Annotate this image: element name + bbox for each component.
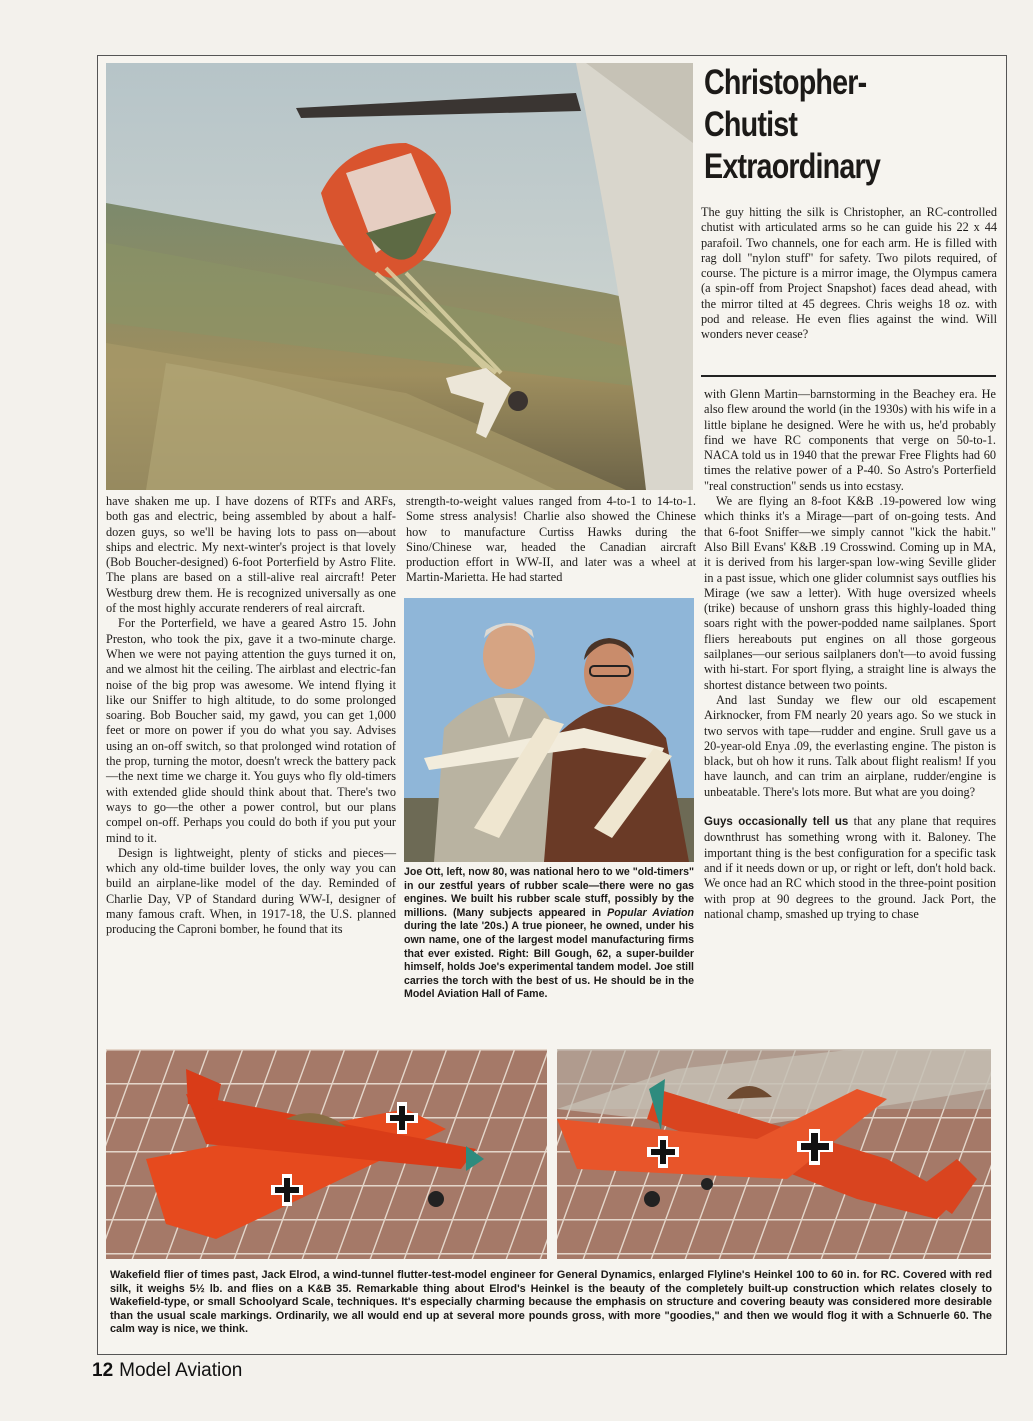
parachutist-photo [106, 63, 693, 490]
caption-text: during the late '20s.) A true pioneer, he owned, under his own name, one of the largest model manufacturing firms that ever existed. Right: Bill Gough, 62, a super-builder himself, holds Joe's experimental tandem model. Joe still carries the torch with the best of us. He should be in the Model Aviation Hall of Fame. [404, 920, 694, 1001]
bottom-photo-caption: Wakefield flier of times past, Jack Elrod, a wind-tunnel flutter-test-model engineer for General Dynamics, enlarged Flyline's Heinkel 100 to 60 in. for RC. Covered with red silk, it weighs 5½ lb. and flies on a K&B 35. Remarkable thing about Elrod's Heinkel is the beauty of the completely built-up construction which relates closely to Wakefield-type, or small Schoolyard Scale, techniques. It's especially charming because the emphasis on structure and covering beauty was considered more desirable than the usual scale markings. Ordinarily, we all would end up at several more pounds gross, with more "goodies," and then we would flog it with a Schnuerle 60. The calm way is nice, we think. [110, 1269, 992, 1336]
paragraph: strength-to-weight values ranged from 4-to-1 to 14-to-1. Some stress analysis! Charlie also showed the Chinese how to manufacture Curtiss Hawks during the Sino/Chinese war, headed the Canadian aircraft production effort in WW-II, and later was a wheel at Martin-Marietta. He had started [406, 494, 696, 585]
paragraph: Design is lightweight, plenty of sticks and pieces—which any old-time builder loves, the only way you can build an airplane-like model of the day. Reminded of Charlie Day, VP of Standard during WW-I, designer of many famous craft. When, in 1917-18, the U.S. planned producing the Caproni bomber, he found that its [106, 845, 396, 937]
paragraph-text: that any plane that requires downthrust has something wrong with it. Baloney. The important thing is the best configuration for a specific task and if it needs down or up, or right or left, don't hold back. We once had an RC which stood in the three-point position with prop at 90 degrees to the ground. Jack Port, the national champ, smashed up trying to chase [704, 814, 996, 921]
heinkel-photo-right [557, 1049, 991, 1259]
magazine-name: Model Aviation [119, 1360, 243, 1381]
paragraph: For the Porterfield, we have a geared Astro 15. John Preston, who took the pix, gave it a two-minute charge. When we were not paying attention the guys turned it on, and we almost hit the ceiling. The airblast and electric-fan noise of the big prop was awesome. We intend flying it like our Sniffer to high altitude, to do some prolonged soaring. Bob Boucher said, my gawd, you can get 1,000 feet or more on power if you do what you say. Advises using an on-off switch, so that prolonged wind rotation of the prop, turning the motor, doesn't wreck the battery pack—the next time we charge it. You guys who fly old-timers with extended glide should think about that. There's two ways to go—the other a power control, but our plans compel on-off. Perhaps you could do both if you put your mind to it. [106, 616, 396, 845]
paragraph: We are flying an 8-foot K&B .19-powered low wing which thinks it's a Mirage—part of on-going tests. And that 6-foot Sniffer—we simply cannot "kick the habit." Also Bill Evans' K&B .19 Crosswind. Coming up in MA, it is derived from his larger-span low-wing Seville glider in a past issue, which one glider columnist says outflies his Mirage (we saw a letter). With huge oversized wheels (trike) because of unshorn grass this highly-loaded thing soars right with the power-podded name sailplanes. Sport fliers hereabouts put engines on all those gorgeous sailplanes—our serious sailplaners don't—to avoid fussing with hi-start. For sport flying, a straight line is always the shortest distance between two points. [704, 494, 996, 692]
title-line: Christopher- [704, 63, 867, 102]
heinkel-photo-left [106, 1049, 547, 1259]
title-line: Chutist [704, 105, 798, 144]
joe-ott-bill-gough-photo [404, 598, 694, 862]
right-column [704, 387, 996, 922]
title-line: Extraordinary [704, 147, 880, 186]
paragraph: with Glenn Martin—barnstorming in the Beachey era. He also flew around the world (in the 1930s) with his wife in a little biplane he designed. Were he with us, he'd probably find we have RC components that verge on 50-to-1. NACA told us in 1940 that the prewar Free Flights had 60 times the relative power of a P-40. So Astro's Porterfield "real construction" sends us into ecstasy. [704, 387, 996, 493]
article-title [704, 62, 947, 188]
lead-in: Guys occasionally tell us [704, 816, 849, 829]
middle-column [406, 494, 696, 586]
paragraph: have shaken me up. I have dozens of RTFs and ARFs, both gas and electric, being assembled by about a half-dozen guys, so we'll be having lots to pass on—about ships and electric. My next-winter's project is that lovely (Bob Boucher-designed) 6-foot Porterfield by Astro Flite. The plans are based on a still-alive real aircraft! Peter Westburg drew them. He is recognized universally as one of the most highly accurate renderers of real aircraft. [106, 494, 396, 616]
page-footer [92, 1360, 242, 1382]
intro-paragraph: The guy hitting the silk is Christopher, an RC-controlled chutist with articulated arms so he can guide his 22 x 44 parafoil. Two channels, one for each arm. He is filled with rag doll "nylon stuff" for safety. Two pilots required, of course. The picture is a mirror image, the Olympus camera (a spin-off from Project Snapshot) faces dead ahead, with the mirror tilted at 45 degrees. Chris weighs 18 oz. with pod and release. He even flies against the wind. Will wonders never cease? [701, 205, 997, 342]
left-column [106, 494, 396, 938]
paragraph: And last Sunday we flew our old escapement Airknocker, from FM nearly 20 years ago. So we stuck in two servos with tape—rudder and engine. Srull gave us a 20-year-old Enya .09, the everlasting engine. The piston is black, but oh how it runs. Talk about flight realism! If you have launch, and can trim an airplane, rudder/engine is unbeatable. There's lots more. But what are you doing? [704, 692, 996, 799]
middle-photo-caption [404, 866, 694, 1002]
section-divider [701, 375, 996, 377]
paragraph [704, 814, 996, 922]
caption-text: Joe Ott, left, now 80, was national hero to we "old-timers" in our zestful years of rubber scale—there were no gas engines. We built his rubber scale stuff, possibly by the millions. (Many subjects appeared in [404, 866, 694, 919]
page-number: 12 [92, 1360, 114, 1381]
caption-italic: Popular Aviation [607, 906, 695, 919]
